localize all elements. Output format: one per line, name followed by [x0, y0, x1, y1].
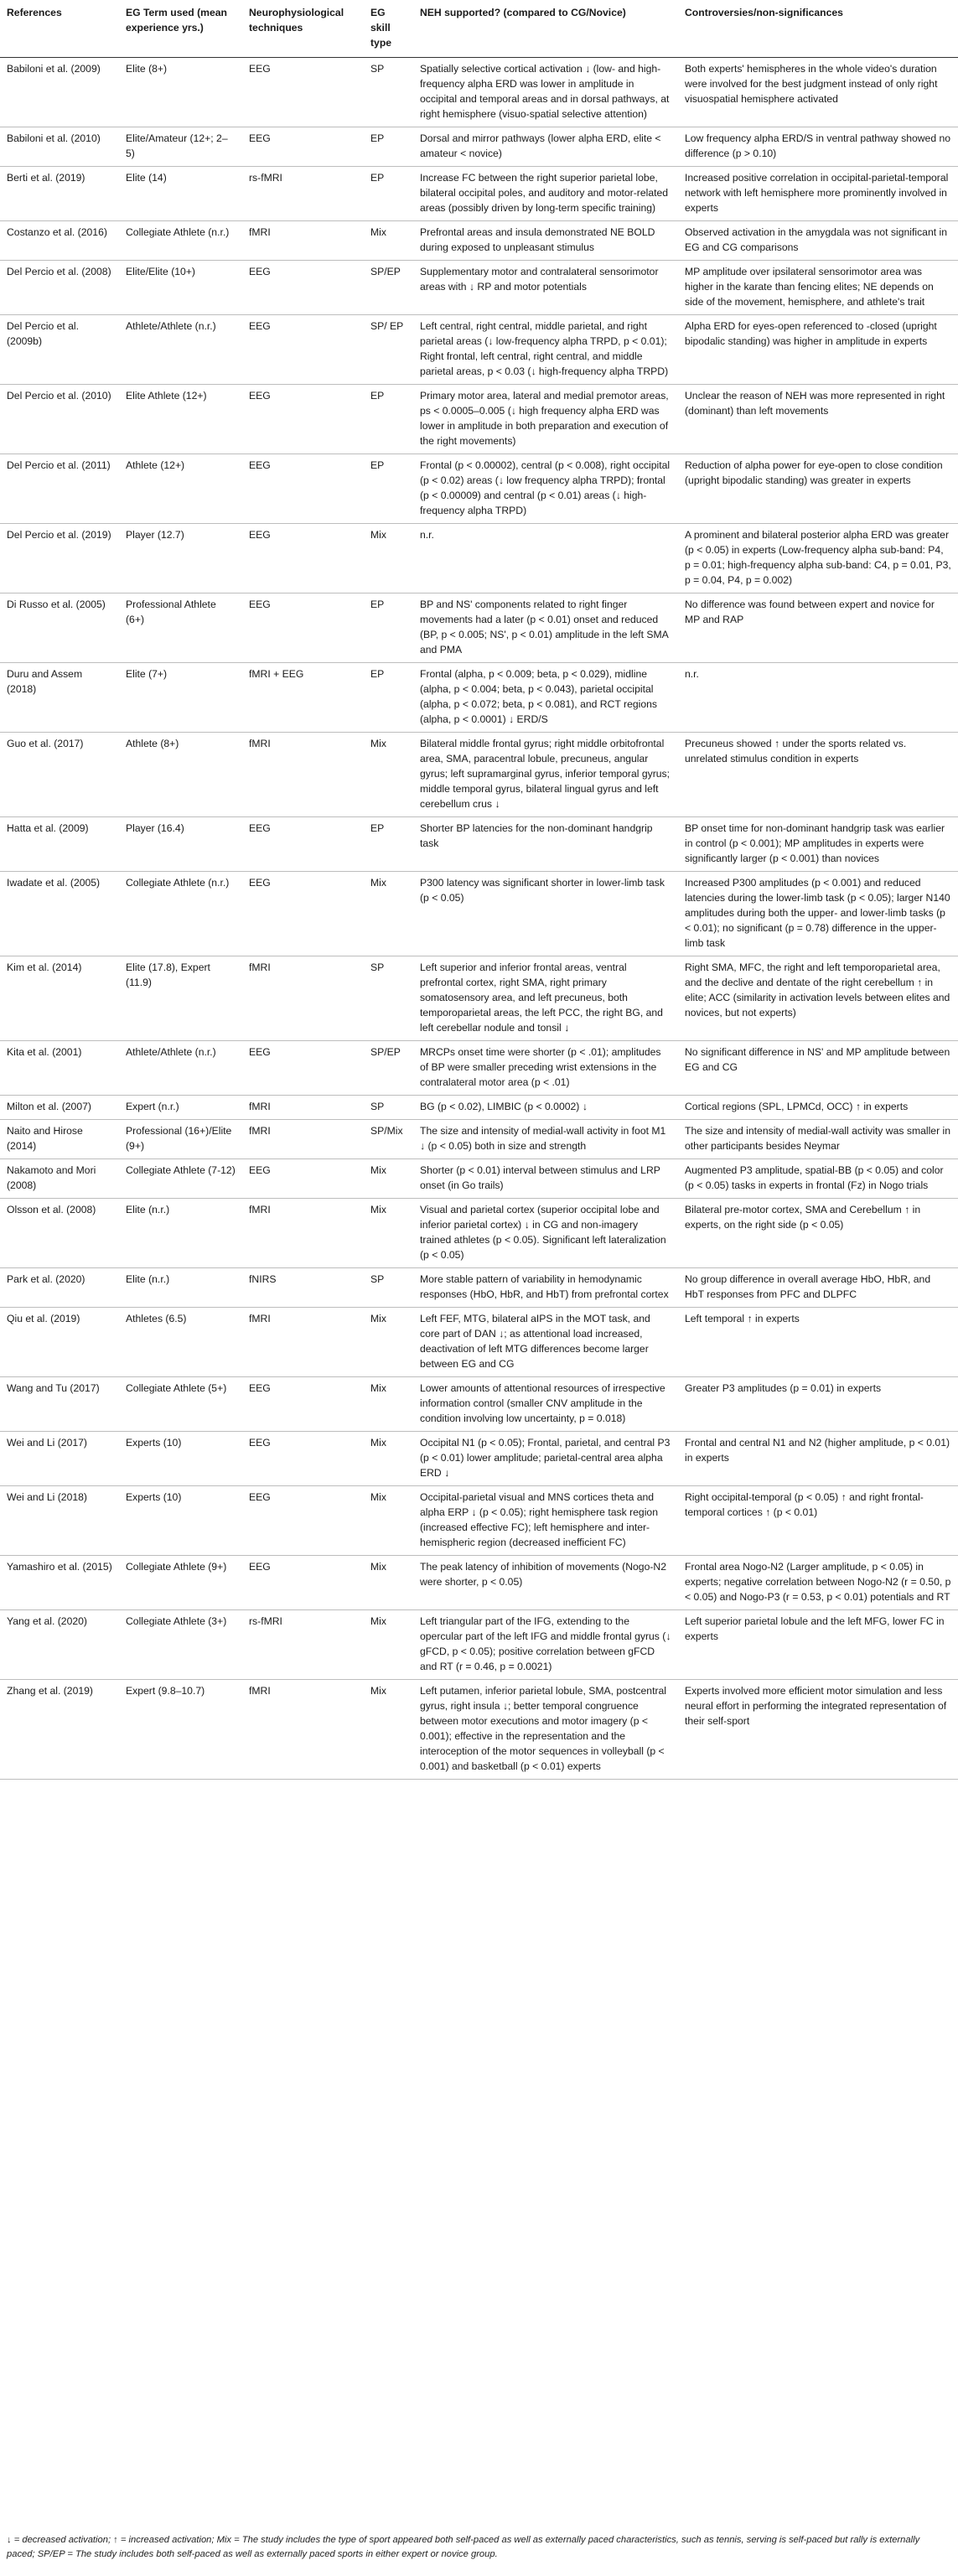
table-row [0, 1159, 958, 1199]
cell-controversies: Unclear the reason of NEH was more represented in right (dominant) than left movements [678, 385, 958, 454]
table-row [0, 733, 958, 817]
cell-neh-supported: Visual and parietal cortex (superior occipital lobe and inferior parietal cortex) ↓ in CG and non-imagery trained athletes (p < 0.05). Significant left lateralization (p < 0.05) [413, 1199, 678, 1268]
cell-eg-term: Collegiate Athlete (n.r.) [119, 872, 242, 956]
cell-reference: Duru and Assem (2018) [0, 663, 119, 733]
table-row [0, 127, 958, 167]
cell-technique: fMRI [242, 1680, 364, 1780]
cell-skill-type: Mix [364, 524, 413, 593]
table-row [0, 1120, 958, 1159]
cell-controversies: n.r. [678, 663, 958, 733]
cell-neh-supported: Spatially selective cortical activation ↓ (low- and high-frequency alpha ERD was lower in amplitude in occipital and temporal areas and in dorsal pathways, at right hemisphere (visuo-spatial selective attention) [413, 58, 678, 127]
cell-skill-type: Mix [364, 1486, 413, 1556]
cell-neh-supported: Frontal (p < 0.00002), central (p < 0.008), right occipital (p < 0.02) areas (↓ low frequency alpha TRPD); frontal (p < 0.00009) and central (p < 0.01) areas (↓ high-frequency alpha TRPD) [413, 454, 678, 524]
cell-controversies: MP amplitude over ipsilateral sensorimotor area was higher in the karate than fencing elites; NE depends on side of the movement, hemisphere, and athlete's trait [678, 261, 958, 315]
cell-neh-supported: Left superior and inferior frontal areas, ventral prefrontal cortex, right SMA, right primary somatosensory area, and left precuneus, both temporoparietal areas, the left PCC, the right BG, and left cerebellar nodule and tonsil ↓ [413, 956, 678, 1041]
cell-controversies: Precuneus showed ↑ under the sports related vs. unrelated stimulus condition in experts [678, 733, 958, 817]
cell-technique: rs-fMRI [242, 1610, 364, 1680]
table-row [0, 1041, 958, 1096]
cell-eg-term: Elite/Elite (10+) [119, 261, 242, 315]
cell-eg-term: Collegiate Athlete (5+) [119, 1377, 242, 1432]
cell-technique: EEG [242, 454, 364, 524]
cell-eg-term: Player (16.4) [119, 817, 242, 872]
table-row [0, 1268, 958, 1308]
cell-neh-supported: The peak latency of inhibition of movements (Nogo-N2 were shorter, p < 0.05) [413, 1556, 678, 1610]
cell-eg-term: Experts (10) [119, 1486, 242, 1556]
cell-eg-term: Collegiate Athlete (3+) [119, 1610, 242, 1680]
cell-neh-supported: P300 latency was significant shorter in lower-limb task (p < 0.05) [413, 872, 678, 956]
cell-technique: fMRI [242, 221, 364, 261]
cell-eg-term: Professional (16+)/Elite (9+) [119, 1120, 242, 1159]
cell-eg-term: Athlete/Athlete (n.r.) [119, 1041, 242, 1096]
cell-reference: Del Percio et al. (2019) [0, 524, 119, 593]
cell-skill-type: SP [364, 58, 413, 127]
header-skill-type: EG skill type [364, 0, 413, 58]
cell-skill-type: Mix [364, 1556, 413, 1610]
cell-technique: EEG [242, 261, 364, 315]
cell-neh-supported: Occipital-parietal visual and MNS cortices theta and alpha ERP ↓ (p < 0.05); right hemisphere task region (increased effective FC); left hemisphere and inter-hemispheric region (decreased inefficient FC) [413, 1486, 678, 1556]
table-row [0, 1610, 958, 1680]
header-references: References [0, 0, 119, 58]
cell-controversies: Reduction of alpha power for eye-open to close condition (upright bipodalic standing) was greater in experts [678, 454, 958, 524]
cell-skill-type: Mix [364, 1308, 413, 1377]
cell-neh-supported: The size and intensity of medial-wall activity in foot M1 ↓ (p < 0.05) both in size and strength [413, 1120, 678, 1159]
cell-reference: Zhang et al. (2019) [0, 1680, 119, 1780]
cell-neh-supported: Left central, right central, middle parietal, and right parietal areas (↓ low-frequency alpha TRPD, p < 0.01); Right frontal, left central, right central, and middle parietal areas, p < 0.03 (↓ high-frequency alpha TRPD) [413, 315, 678, 385]
cell-eg-term: Collegiate Athlete (9+) [119, 1556, 242, 1610]
cell-reference: Babiloni et al. (2010) [0, 127, 119, 167]
cell-neh-supported: More stable pattern of variability in hemodynamic responses (HbO, HbR, and HbT) from prefrontal cortex [413, 1268, 678, 1308]
table-row [0, 1432, 958, 1486]
table-row [0, 1377, 958, 1432]
cell-neh-supported: Left triangular part of the IFG, extending to the opercular part of the left IFG and middle frontal gyrus (↓ gFCD, p < 0.05); positive correlation between gFCD and RT (r = 0.46, p = 0.0021) [413, 1610, 678, 1680]
cell-reference: Di Russo et al. (2005) [0, 593, 119, 663]
cell-eg-term: Elite (n.r.) [119, 1199, 242, 1268]
cell-technique: EEG [242, 127, 364, 167]
table-row [0, 385, 958, 454]
cell-technique: EEG [242, 1432, 364, 1486]
header-eg-term: EG Term used (mean experience yrs.) [119, 0, 242, 58]
cell-skill-type: EP [364, 817, 413, 872]
table-row [0, 315, 958, 385]
cell-skill-type: Mix [364, 1680, 413, 1780]
cell-reference: Olsson et al. (2008) [0, 1199, 119, 1268]
cell-controversies: Greater P3 amplitudes (p = 0.01) in experts [678, 1377, 958, 1432]
cell-eg-term: Elite (14) [119, 167, 242, 221]
cell-skill-type: SP [364, 956, 413, 1041]
table-row [0, 1308, 958, 1377]
cell-technique: EEG [242, 58, 364, 127]
cell-reference: Iwadate et al. (2005) [0, 872, 119, 956]
cell-neh-supported: Shorter (p < 0.01) interval between stimulus and LRP onset (in Go trails) [413, 1159, 678, 1199]
cell-technique: fMRI [242, 956, 364, 1041]
cell-eg-term: Athlete/Athlete (n.r.) [119, 315, 242, 385]
cell-technique: fMRI [242, 1096, 364, 1120]
cell-neh-supported: Increase FC between the right superior parietal lobe, bilateral occipital poles, and auditory and motor-related areas (possibly driven by long-term specific training) [413, 167, 678, 221]
cell-reference: Berti et al. (2019) [0, 167, 119, 221]
cell-technique: EEG [242, 593, 364, 663]
cell-reference: Yamashiro et al. (2015) [0, 1556, 119, 1610]
cell-eg-term: Elite (17.8), Expert (11.9) [119, 956, 242, 1041]
cell-reference: Wei and Li (2017) [0, 1432, 119, 1486]
cell-skill-type: EP [364, 385, 413, 454]
cell-controversies: Augmented P3 amplitude, spatial-BB (p < 0.05) and color (p < 0.05) tasks in experts in frontal (Fz) in Nogo trials [678, 1159, 958, 1199]
cell-reference: Yang et al. (2020) [0, 1610, 119, 1680]
cell-eg-term: Elite (7+) [119, 663, 242, 733]
cell-technique: EEG [242, 524, 364, 593]
cell-controversies: Experts involved more efficient motor simulation and less neural effort in performing the integrated representation of their self-sport [678, 1680, 958, 1780]
cell-neh-supported: Occipital N1 (p < 0.05); Frontal, parietal, and central P3 (p < 0.01) lower amplitude; parietal-central area alpha ERD ↓ [413, 1432, 678, 1486]
cell-skill-type: SP/Mix [364, 1120, 413, 1159]
cell-reference: Del Percio et al. (2010) [0, 385, 119, 454]
cell-reference: Nakamoto and Mori (2008) [0, 1159, 119, 1199]
cell-controversies: Alpha ERD for eyes-open referenced to -closed (upright bipodalic standing) was higher in amplitude in experts [678, 315, 958, 385]
cell-eg-term: Elite/Amateur (12+; 2–5) [119, 127, 242, 167]
cell-neh-supported: BG (p < 0.02), LIMBIC (p < 0.0002) ↓ [413, 1096, 678, 1120]
cell-reference: Park et al. (2020) [0, 1268, 119, 1308]
cell-eg-term: Elite (8+) [119, 58, 242, 127]
cell-skill-type: EP [364, 167, 413, 221]
cell-technique: fNIRS [242, 1268, 364, 1308]
cell-skill-type: Mix [364, 1199, 413, 1268]
cell-technique: EEG [242, 1377, 364, 1432]
cell-technique: fMRI + EEG [242, 663, 364, 733]
cell-eg-term: Player (12.7) [119, 524, 242, 593]
cell-reference: Kita et al. (2001) [0, 1041, 119, 1096]
table-row [0, 1680, 958, 1780]
cell-skill-type: EP [364, 663, 413, 733]
table-row [0, 221, 958, 261]
cell-eg-term: Professional Athlete (6+) [119, 593, 242, 663]
table-footnote: ↓ = decreased activation; ↑ = increased activation; Mix = The study includes the type of sport appeared both self-paced as well as externally paced characteristics, such as tennis, serving is self-paced but rally is externally paced; SP/EP = The study includes both self-paced as well as externally paced sports in either expert or novice group. [7, 2535, 920, 2559]
table-row [0, 817, 958, 872]
cell-skill-type: Mix [364, 1159, 413, 1199]
cell-technique: rs-fMRI [242, 167, 364, 221]
cell-skill-type: Mix [364, 733, 413, 817]
cell-skill-type: SP/EP [364, 261, 413, 315]
table-row [0, 524, 958, 593]
cell-reference: Del Percio et al. (2011) [0, 454, 119, 524]
cell-controversies: A prominent and bilateral posterior alpha ERD was greater (p < 0.05) in experts (Low-frequency alpha sub-band: P4, p = 0.01; high-frequency alpha sub-band: C4, p = 0.01, P3, p = 0.04, P4, p = 0.002) [678, 524, 958, 593]
cell-technique: EEG [242, 1159, 364, 1199]
cell-technique: EEG [242, 1556, 364, 1610]
cell-skill-type: SP/EP [364, 1041, 413, 1096]
cell-reference: Hatta et al. (2009) [0, 817, 119, 872]
cell-neh-supported: BP and NS' components related to right finger movements had a later (p < 0.01) onset and reduced (BP, p < 0.005; NS', p < 0.01) amplitude in the left SMA and PMA [413, 593, 678, 663]
cell-neh-supported: Left FEF, MTG, bilateral aIPS in the MOT task, and core part of DAN ↓; as attentional load increased, deactivation of left MTG differences become larger between EG and CG [413, 1308, 678, 1377]
cell-controversies: Frontal and central N1 and N2 (higher amplitude, p < 0.01) in experts [678, 1432, 958, 1486]
cell-reference: Kim et al. (2014) [0, 956, 119, 1041]
cell-technique: EEG [242, 1486, 364, 1556]
cell-eg-term: Athlete (8+) [119, 733, 242, 817]
cell-controversies: Left temporal ↑ in experts [678, 1308, 958, 1377]
cell-controversies: Observed activation in the amygdala was not significant in EG and CG comparisons [678, 221, 958, 261]
cell-neh-supported: n.r. [413, 524, 678, 593]
cell-controversies: Both experts' hemispheres in the whole video's duration were involved for the best judgment instead of only right visuospatial hemisphere activated [678, 58, 958, 127]
cell-technique: fMRI [242, 1308, 364, 1377]
cell-skill-type: SP [364, 1268, 413, 1308]
cell-eg-term: Elite Athlete (12+) [119, 385, 242, 454]
cell-technique: EEG [242, 315, 364, 385]
cell-technique: EEG [242, 385, 364, 454]
cell-technique: EEG [242, 1041, 364, 1096]
cell-controversies: Bilateral pre-motor cortex, SMA and Cerebellum ↑ in experts, on the right side (p < 0.05) [678, 1199, 958, 1268]
cell-skill-type: EP [364, 127, 413, 167]
cell-reference: Wang and Tu (2017) [0, 1377, 119, 1432]
cell-reference: Costanzo et al. (2016) [0, 221, 119, 261]
cell-neh-supported: Left putamen, inferior parietal lobule, SMA, postcentral gyrus, right insula ↓; better temporal congruence between motor executions and motor imagery (p < 0.001); effective in the representation and the interoception of the motor sequences in volleyball (p < 0.001) and basketball (p < 0.01) experts [413, 1680, 678, 1780]
cell-technique: fMRI [242, 733, 364, 817]
cell-skill-type: EP [364, 454, 413, 524]
cell-controversies: Left superior parietal lobule and the left MFG, lower FC in experts [678, 1610, 958, 1680]
table-row [0, 872, 958, 956]
cell-eg-term: Collegiate Athlete (n.r.) [119, 221, 242, 261]
cell-technique: EEG [242, 817, 364, 872]
cell-neh-supported: Supplementary motor and contralateral sensorimotor areas with ↓ RP and motor potentials [413, 261, 678, 315]
cell-controversies: No significant difference in NS' and MP amplitude between EG and CG [678, 1041, 958, 1096]
cell-controversies: Right occipital-temporal (p < 0.05) ↑ and right frontal-temporal cortices ↑ (p < 0.01) [678, 1486, 958, 1556]
table-row [0, 1199, 958, 1268]
cell-eg-term: Collegiate Athlete (7-12) [119, 1159, 242, 1199]
cell-skill-type: EP [364, 593, 413, 663]
cell-reference: Del Percio et al. (2008) [0, 261, 119, 315]
cell-reference: Guo et al. (2017) [0, 733, 119, 817]
cell-controversies: Low frequency alpha ERD/S in ventral pathway showed no difference (p > 0.10) [678, 127, 958, 167]
cell-technique: fMRI [242, 1199, 364, 1268]
cell-technique: fMRI [242, 1120, 364, 1159]
cell-neh-supported: MRCPs onset time were shorter (p < .01); amplitudes of BP were smaller preceding wrist extensions in the contralateral motor area (p < .01) [413, 1041, 678, 1096]
cell-skill-type: Mix [364, 1432, 413, 1486]
cell-reference: Naito and Hirose (2014) [0, 1120, 119, 1159]
cell-technique: EEG [242, 872, 364, 956]
cell-neh-supported: Bilateral middle frontal gyrus; right middle orbitofrontal area, SMA, paracentral lobule, precuneus, angular gyrus; left supramarginal gyrus, inferior temporal gyrus; middle temporal gyrus, bilateral lingual gyrus and left cerebellum crus ↓ [413, 733, 678, 817]
cell-neh-supported: Primary motor area, lateral and medial premotor areas, ps < 0.0005–0.005 (↓ high frequency alpha ERD was lower in amplitude in both preparation and execution of the right movements) [413, 385, 678, 454]
cell-neh-supported: Frontal (alpha, p < 0.009; beta, p < 0.029), midline (alpha, p < 0.004; beta, p < 0.043), parietal occipital (alpha, p < 0.072; beta, p < 0.081), and RCT regions (alpha, p < 0.0001) ↓ ERD/S [413, 663, 678, 733]
table-row [0, 593, 958, 663]
cell-controversies: Frontal area Nogo-N2 (Larger amplitude, p < 0.05) in experts; negative correlation between Nogo-N2 (r = 0.50, p < 0.05) and Nogo-P3 (r = 0.53, p < 0.01) potentials and RT [678, 1556, 958, 1610]
table-row [0, 663, 958, 733]
cell-eg-term: Expert (n.r.) [119, 1096, 242, 1120]
cell-reference: Qiu et al. (2019) [0, 1308, 119, 1377]
header-neh-supported: NEH supported? (compared to CG/Novice) [413, 0, 678, 58]
header-techniques: Neurophysiological techniques [242, 0, 364, 58]
cell-controversies: No group difference in overall average HbO, HbR, and HbT responses from PFC and DLPFC [678, 1268, 958, 1308]
cell-skill-type: SP/ EP [364, 315, 413, 385]
cell-eg-term: Experts (10) [119, 1432, 242, 1486]
table-row [0, 1556, 958, 1610]
table-row [0, 58, 958, 127]
cell-controversies: Increased P300 amplitudes (p < 0.001) and reduced latencies during the lower-limb task (p < 0.05); larger N140 amplitudes during both the upper- and lower-limb tasks (p < 0.01); no significant (p = 0.78) difference in the upper-limb task [678, 872, 958, 956]
cell-controversies: The size and intensity of medial-wall activity was smaller in other participants besides Neymar [678, 1120, 958, 1159]
cell-controversies: BP onset time for non-dominant handgrip task was earlier in control (p < 0.001); MP amplitudes in experts were significantly larger (p < 0.001) than novices [678, 817, 958, 872]
cell-skill-type: Mix [364, 1610, 413, 1680]
table-row [0, 1096, 958, 1120]
cell-skill-type: Mix [364, 872, 413, 956]
cell-eg-term: Athletes (6.5) [119, 1308, 242, 1377]
cell-reference: Babiloni et al. (2009) [0, 58, 119, 127]
cell-eg-term: Expert (9.8–10.7) [119, 1680, 242, 1780]
table-row [0, 454, 958, 524]
cell-reference: Del Percio et al. (2009b) [0, 315, 119, 385]
cell-neh-supported: Dorsal and mirror pathways (lower alpha ERD, elite < amateur < novice) [413, 127, 678, 167]
cell-neh-supported: Prefrontal areas and insula demonstrated NE BOLD during exposed to unpleasant stimulus [413, 221, 678, 261]
cell-neh-supported: Shorter BP latencies for the non-dominant handgrip task [413, 817, 678, 872]
header-row [0, 0, 958, 58]
cell-reference: Wei and Li (2018) [0, 1486, 119, 1556]
table-row [0, 261, 958, 315]
header-controversies: Controversies/non-significances [678, 0, 958, 58]
cell-neh-supported: Lower amounts of attentional resources of irrespective information control (smaller CNV amplitude in the condition involving low uncertainty, p = 0.018) [413, 1377, 678, 1432]
cell-skill-type: Mix [364, 221, 413, 261]
cell-skill-type: Mix [364, 1377, 413, 1432]
cell-controversies: No difference was found between expert and novice for MP and RAP [678, 593, 958, 663]
cell-skill-type: SP [364, 1096, 413, 1120]
cell-controversies: Right SMA, MFC, the right and left temporoparietal area, and the declive and dentate of the right cerebellum ↑ in elite; ACC (similarity in activation levels between elites and novices, but not experts) [678, 956, 958, 1041]
table-row [0, 167, 958, 221]
cell-controversies: Increased positive correlation in occipital-parietal-temporal network with left hemisphere more prominently involved in experts [678, 167, 958, 221]
cell-eg-term: Elite (n.r.) [119, 1268, 242, 1308]
table-row [0, 1486, 958, 1556]
cell-reference: Milton et al. (2007) [0, 1096, 119, 1120]
cell-controversies: Cortical regions (SPL, LPMCd, OCC) ↑ in experts [678, 1096, 958, 1120]
table-row [0, 956, 958, 1041]
cell-eg-term: Athlete (12+) [119, 454, 242, 524]
